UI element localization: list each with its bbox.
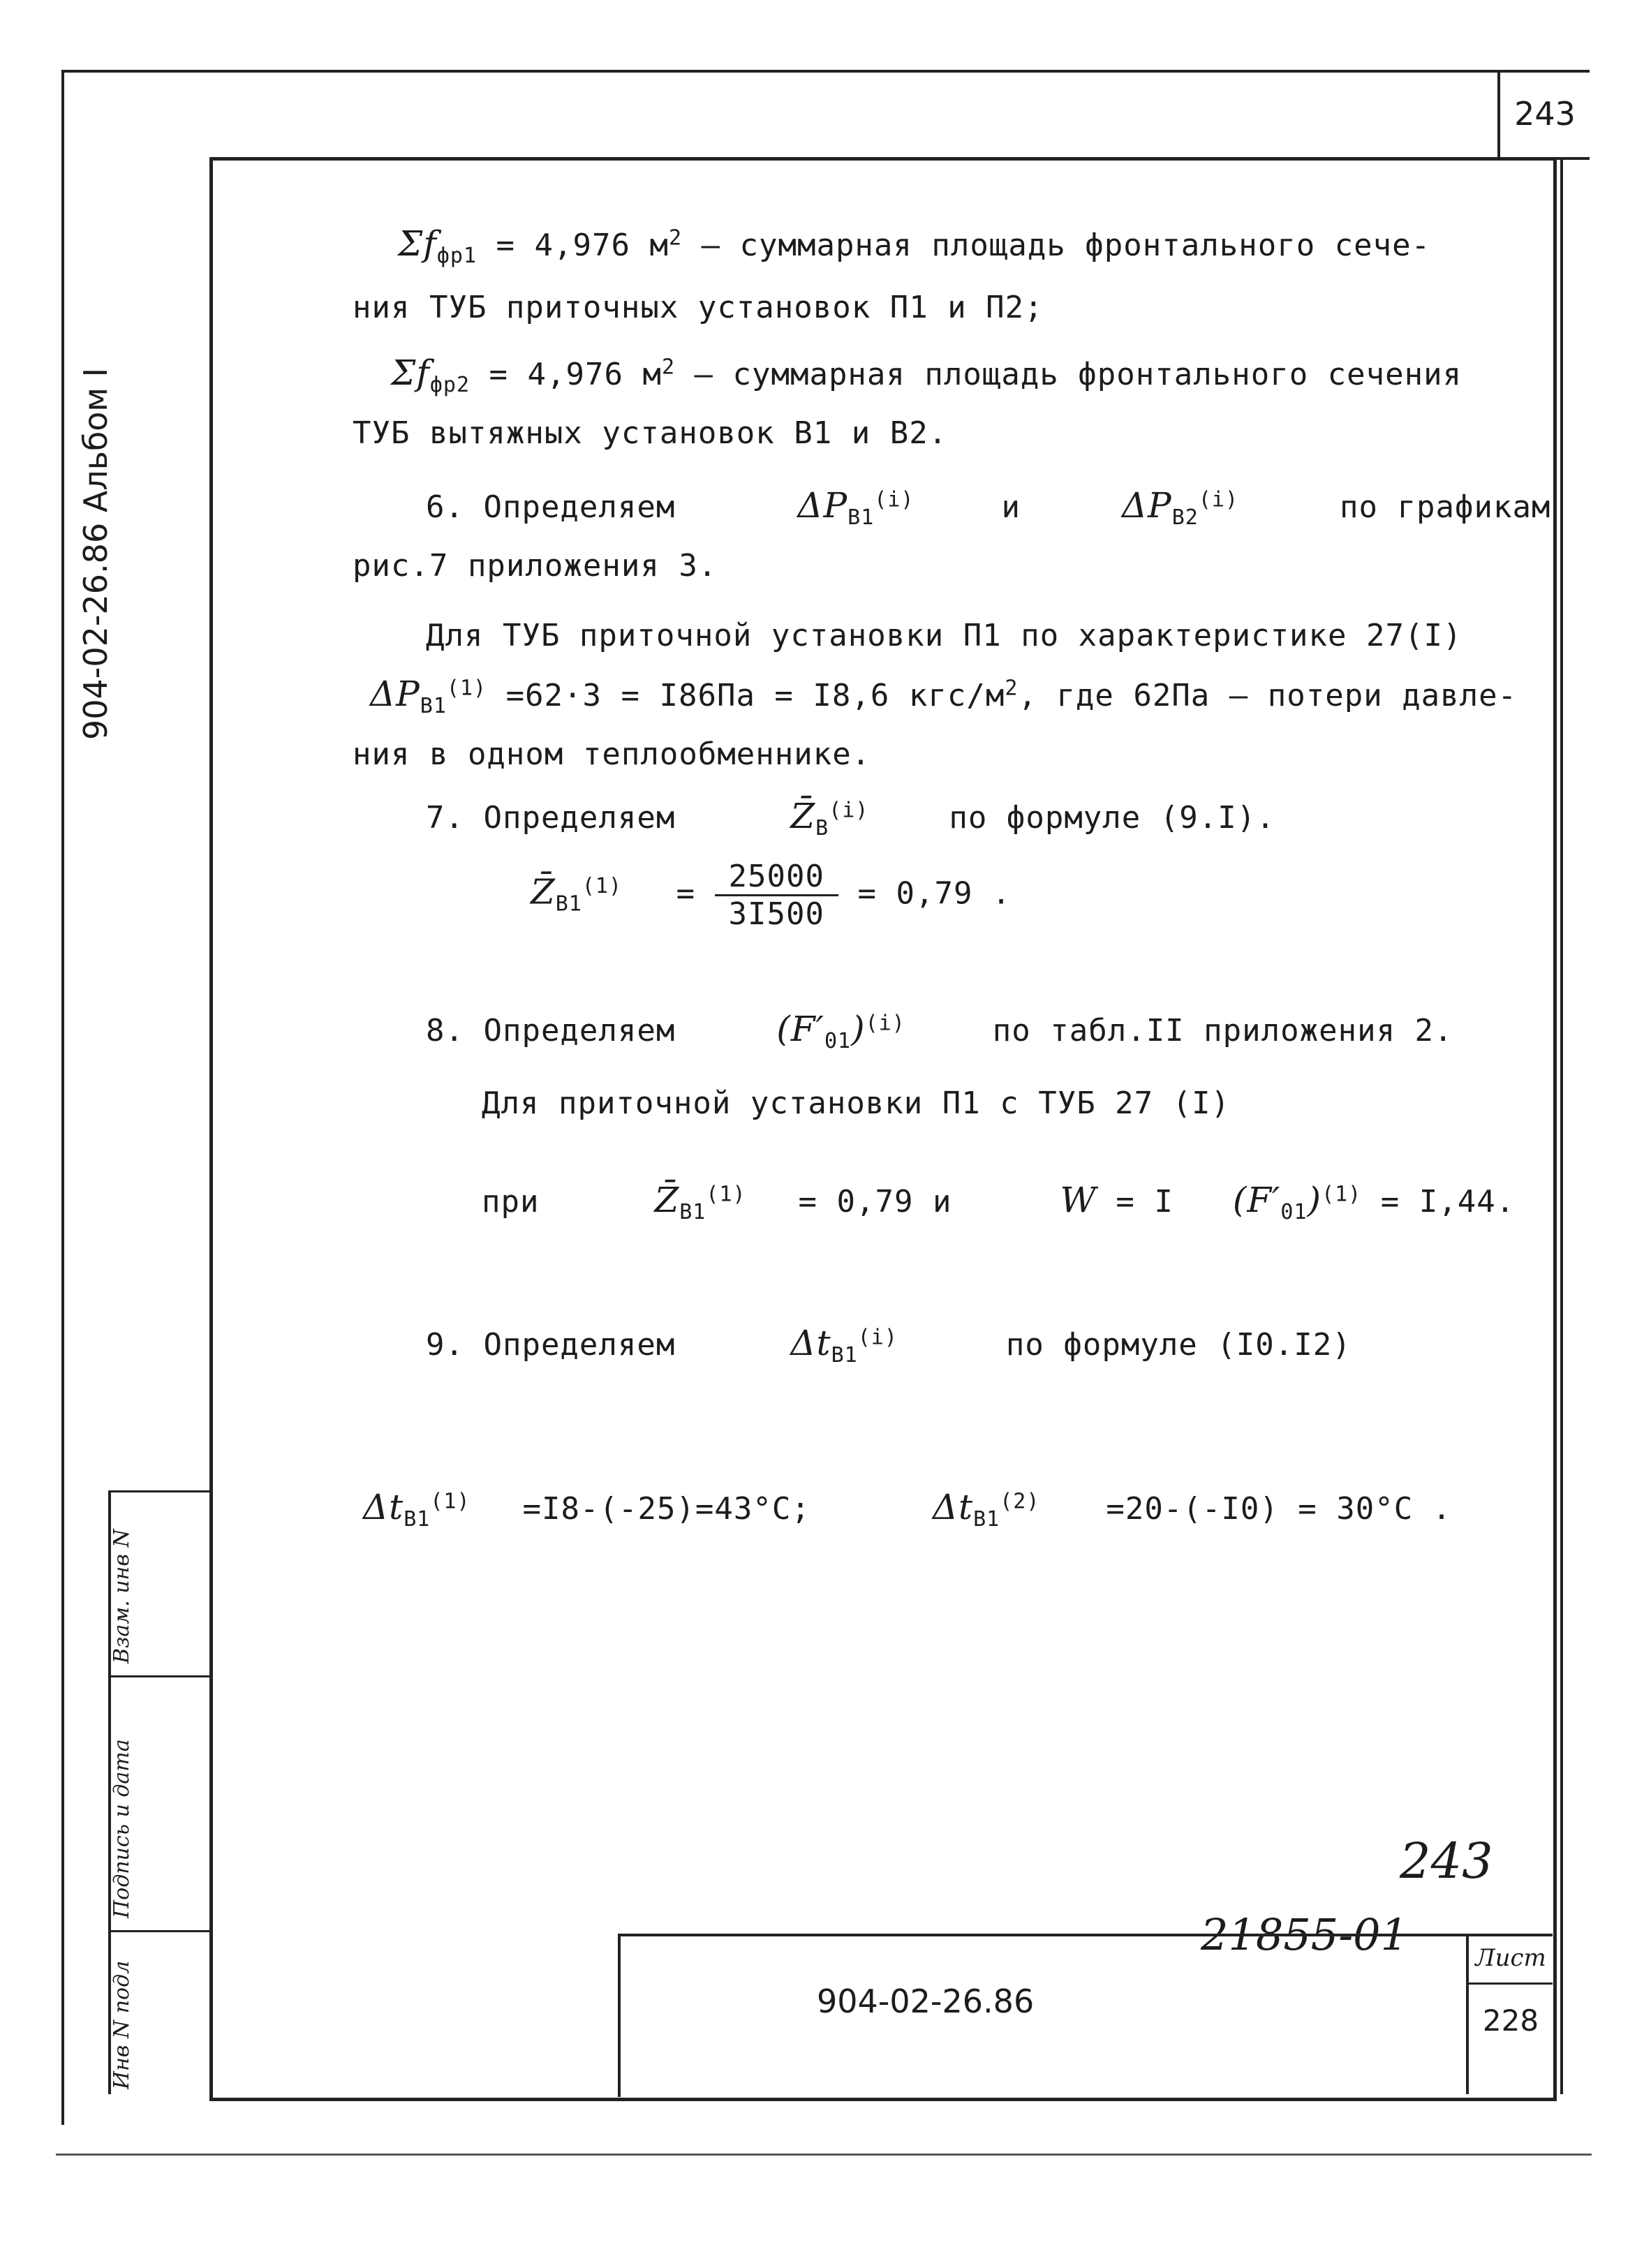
z-symbol: Z̄ bbox=[790, 796, 816, 836]
delta-p-sup: (i) bbox=[1198, 487, 1239, 512]
unit-sup: 2 bbox=[1005, 676, 1019, 701]
f-sup: (1) bbox=[1321, 1182, 1362, 1207]
delta-p-symbol: ΔP bbox=[370, 674, 420, 714]
delta-p-sup: (i) bbox=[874, 487, 915, 512]
side-title bbox=[77, 321, 140, 740]
page-number: 243 bbox=[1497, 70, 1590, 160]
delta-p-sup: (1) bbox=[446, 676, 487, 701]
value-text: = 4,976 м bbox=[470, 357, 662, 392]
sheet-number: 228 bbox=[1482, 2003, 1539, 2038]
step-text-end: по графикам bbox=[1340, 489, 1551, 525]
value-text: = 4,976 м bbox=[477, 228, 669, 263]
line-14 bbox=[482, 1180, 1515, 1224]
delta-t-symbol: Δt bbox=[790, 1323, 831, 1363]
stamp-column bbox=[108, 1490, 212, 2094]
step-text: 7. Определяем bbox=[426, 800, 676, 836]
delta-t-sub: В1 bbox=[831, 1342, 858, 1368]
z-sub: В bbox=[815, 815, 829, 840]
value-text: = 0,79 и bbox=[798, 1184, 952, 1220]
line-7: Для ТУБ приточной установки П1 по характеристике 27(I) bbox=[426, 618, 1463, 653]
stamp-label-sign: Подпись и дата bbox=[110, 1739, 134, 1918]
delta-p-symbol: ΔP bbox=[797, 485, 848, 526]
f-sub: 01 bbox=[1280, 1199, 1308, 1224]
delta-t-symbol: Δt bbox=[932, 1487, 974, 1527]
z-symbol: Z̄ bbox=[531, 871, 556, 912]
line-2: ния ТУБ приточных установок П1 и П2; bbox=[353, 290, 1044, 325]
f-sub: 01 bbox=[824, 1028, 852, 1053]
line-3 bbox=[391, 353, 1462, 397]
line-11-formula: $Z̄_{В1}^{(1)}$ = $\frac{25000}{3I500}$ = 0,79 . bbox=[531, 859, 1012, 932]
step-text-end: по формуле (9.I). bbox=[949, 800, 1275, 836]
f-symbol: (F′ bbox=[1232, 1180, 1281, 1220]
fraction bbox=[715, 859, 838, 932]
f-symbol: (F′ bbox=[776, 1009, 824, 1049]
line-16 bbox=[363, 1487, 1451, 1532]
delta-t-sub: В1 bbox=[973, 1506, 1000, 1532]
w-symbol: W bbox=[1060, 1180, 1097, 1220]
delta-t-sup: (1) bbox=[430, 1489, 471, 1514]
fraction-denominator: 3I500 bbox=[728, 896, 824, 932]
line-13: Для приточной установки П1 с ТУБ 27 (I) bbox=[482, 1085, 1231, 1121]
stamp-cell-sign bbox=[111, 1675, 212, 1932]
delta-t-sup: (i) bbox=[857, 1325, 898, 1350]
document-code: 904-02-26.86 bbox=[817, 1982, 1035, 2020]
fraction-numerator: 25000 bbox=[715, 859, 838, 896]
stamp-label-inv: Инв N подл bbox=[110, 1960, 134, 2089]
delta-p-sub: В1 bbox=[420, 693, 447, 718]
page-bottom-rule bbox=[56, 2154, 1592, 2156]
value-text: =62·3 = I86Па = I8,6 кгс/м bbox=[487, 678, 1005, 713]
and-text: и bbox=[1001, 489, 1021, 525]
line-9: ния в одном теплообменнике. bbox=[353, 736, 871, 772]
f-close: ) bbox=[1307, 1180, 1322, 1220]
delta-t-symbol: Δt bbox=[363, 1487, 404, 1527]
step-text: 6. Определяем bbox=[426, 489, 676, 525]
line-1 bbox=[398, 223, 1430, 268]
sum-f-symbol: Σf bbox=[398, 223, 437, 264]
line-4: ТУБ вытяжных установок В1 и В2. bbox=[353, 415, 948, 451]
side-title-text: 904-02-26.86 Альбом I bbox=[77, 367, 114, 740]
delta-t-sup: (2) bbox=[1000, 1489, 1040, 1514]
rest-text: – суммарная площадь фронтального сечения bbox=[675, 357, 1463, 392]
sum-f-sub: фр2 bbox=[429, 372, 471, 397]
step-text: 9. Определяем bbox=[426, 1327, 676, 1363]
value-text: = I,44. bbox=[1380, 1184, 1516, 1220]
unit-sup: 2 bbox=[661, 355, 676, 380]
value-text: =20-(-I0) = 30°С . bbox=[1106, 1491, 1452, 1527]
f-sup: (i) bbox=[865, 1011, 905, 1036]
z-symbol: Z̄ bbox=[654, 1180, 680, 1220]
delta-p-sub: В1 bbox=[847, 505, 875, 530]
rest-text: , где 62Па – потери давле- bbox=[1018, 678, 1518, 713]
step-text: 8. Определяем bbox=[426, 1013, 676, 1048]
value-text: = I bbox=[1116, 1184, 1174, 1220]
unit-sup: 2 bbox=[668, 225, 683, 251]
sheet-box bbox=[1466, 1934, 1553, 2094]
delta-p-symbol: ΔP bbox=[1121, 485, 1172, 526]
line-12 bbox=[426, 1009, 1453, 1053]
stamp-cell-inv bbox=[111, 1930, 212, 2096]
line-6: рис.7 приложения 3. bbox=[353, 548, 718, 584]
step-text-end: по формуле (I0.I2) bbox=[1005, 1327, 1352, 1363]
line-10 bbox=[426, 796, 1275, 840]
title-block bbox=[618, 1934, 1553, 2097]
z-sup: (1) bbox=[706, 1182, 746, 1207]
sheet-label: Лист bbox=[1469, 1934, 1553, 1985]
stamp-label-vzam: Взам. инв N bbox=[110, 1529, 134, 1663]
z-sub: В1 bbox=[555, 891, 582, 917]
value-text: =I8-(-25)=43°С; bbox=[522, 1491, 810, 1527]
line-8 bbox=[370, 674, 1517, 718]
result-text: = 0,79 . bbox=[857, 875, 1012, 912]
line-15 bbox=[426, 1323, 1352, 1368]
pri-text: при bbox=[482, 1184, 540, 1220]
handwritten-code: 21855-01 bbox=[1201, 1909, 1409, 1960]
line-5 bbox=[426, 485, 1550, 530]
rest-text: – суммарная площадь фронтального сече- bbox=[682, 228, 1431, 263]
z-sub: В1 bbox=[679, 1199, 706, 1224]
sum-f-symbol: Σf bbox=[391, 353, 430, 393]
sum-f-sub: фр1 bbox=[436, 243, 477, 268]
handwritten-page-number: 243 bbox=[1400, 1832, 1493, 1890]
step-text-end: по табл.II приложения 2. bbox=[992, 1013, 1453, 1048]
z-sup: (1) bbox=[582, 873, 623, 898]
right-frame-line bbox=[1560, 157, 1563, 2094]
stamp-cell-vzam bbox=[111, 1490, 212, 1677]
delta-t-sub: В1 bbox=[404, 1506, 431, 1532]
z-sup: (i) bbox=[829, 798, 869, 823]
f-close: ) bbox=[851, 1009, 866, 1049]
delta-p-sub: В2 bbox=[1171, 505, 1199, 530]
